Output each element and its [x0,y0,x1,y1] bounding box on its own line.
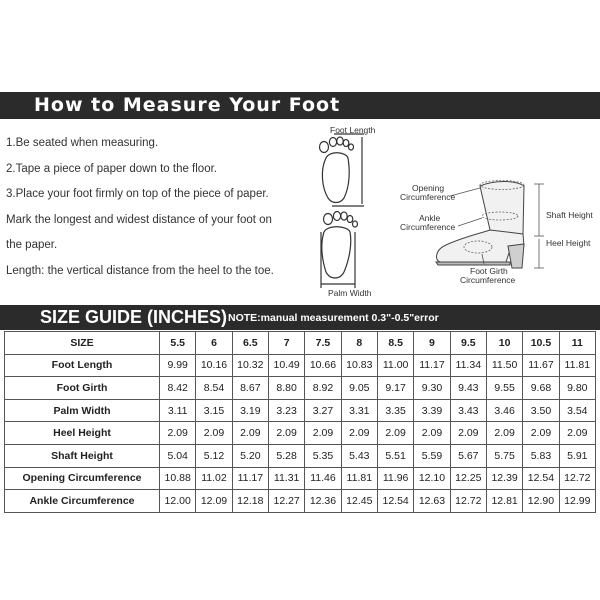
table-cell: 10.16 [196,354,232,377]
instruction-line: the paper. [6,239,58,251]
table-cell: 5.20 [232,444,268,467]
measure-banner [0,92,600,119]
size-header-cell: 10 [486,332,522,355]
size-guide-banner [0,305,600,330]
opening-label: Opening [412,183,445,193]
table-cell: 9.80 [559,377,595,400]
table-cell: 9.05 [341,377,377,400]
table-cell: 2.09 [160,422,196,445]
table-cell: 5.91 [559,444,595,467]
table-cell: 3.27 [305,399,341,422]
table-cell: 2.09 [196,422,232,445]
table-cell: 9.17 [377,377,413,400]
table-cell: 10.83 [341,354,377,377]
table-row [5,490,596,513]
row-label: Palm Width [5,399,160,422]
foot-diagram [300,120,400,300]
table-cell: 10.49 [268,354,304,377]
table-cell: 12.63 [414,490,450,513]
table-row [5,354,596,377]
table-cell: 3.23 [268,399,304,422]
size-header-cell: 7 [268,332,304,355]
size-header-cell: 8 [341,332,377,355]
table-cell: 3.31 [341,399,377,422]
table-cell: 2.09 [559,422,595,445]
foot-girth-label: Foot Girth [470,266,508,276]
row-label: Ankle Circumference [5,490,160,513]
size-header-cell: 10.5 [523,332,559,355]
size-guide-title: SIZE GUIDE (INCHES) [40,307,228,327]
table-cell: 2.09 [377,422,413,445]
table-cell: 10.88 [160,467,196,490]
table-cell: 11.81 [341,467,377,490]
size-table-body [5,354,596,512]
size-guide-note: NOTE:manual measurement 0.3"-0.5"error [228,312,439,324]
table-cell: 9.68 [523,377,559,400]
table-cell: 8.54 [196,377,232,400]
table-cell: 2.09 [414,422,450,445]
instruction-line: 2.Tape a piece of paper down to the floor. [6,162,217,175]
table-cell: 12.90 [523,490,559,513]
instruction-line: 1.Be seated when measuring. [6,137,159,149]
row-label: Foot Length [5,354,160,377]
table-cell: 12.36 [305,490,341,513]
table-cell: 5.12 [196,444,232,467]
foot-length-label: Foot Length [330,125,376,135]
table-cell: 3.35 [377,399,413,422]
table-row [5,422,596,445]
palm-width-label: Palm Width [328,288,372,298]
table-cell: 11.17 [414,354,450,377]
table-cell: 12.54 [377,490,413,513]
table-cell: 11.46 [305,467,341,490]
table-cell: 9.43 [450,377,486,400]
table-cell: 3.50 [523,399,559,422]
table-cell: 12.81 [486,490,522,513]
table-cell: 3.54 [559,399,595,422]
table-cell: 11.50 [486,354,522,377]
ankle-label: Ankle [419,213,441,223]
table-cell: 8.80 [268,377,304,400]
table-cell: 5.43 [341,444,377,467]
size-header-cell: 5.5 [160,332,196,355]
table-cell: 8.67 [232,377,268,400]
table-cell: 5.75 [486,444,522,467]
row-label: Foot Girth [5,377,160,400]
size-header-cell: 8.5 [377,332,413,355]
ankle-circumference-label: Circumference [400,222,456,232]
table-cell: 2.09 [305,422,341,445]
table-cell: 5.04 [160,444,196,467]
shaft-height-label: Shaft Height [546,210,593,220]
size-header-cell: 6 [196,332,232,355]
table-row [5,377,596,400]
instruction-line: 3.Place your foot firmly on top of the piece of paper. [6,188,269,200]
table-cell: 9.55 [486,377,522,400]
instruction-line: Mark the longest and widest distance of your foot on [6,213,272,226]
table-cell: 11.17 [232,467,268,490]
table-cell: 8.92 [305,377,341,400]
size-header-cell: 9.5 [450,332,486,355]
foot-outline-icon [300,120,400,300]
table-cell: 3.46 [486,399,522,422]
table-cell: 11.02 [196,467,232,490]
table-cell: 11.96 [377,467,413,490]
table-cell: 2.09 [523,422,559,445]
size-header-cell: 11 [559,332,595,355]
table-cell: 12.39 [486,467,522,490]
table-cell: 12.25 [450,467,486,490]
table-cell: 5.83 [523,444,559,467]
table-cell: 3.11 [160,399,196,422]
heel-height-label: Heel Height [546,238,591,248]
foot-girth-circumference-label: Circumference [460,275,516,285]
table-cell: 11.31 [268,467,304,490]
table-cell: 5.28 [268,444,304,467]
table-cell: 10.32 [232,354,268,377]
instructions [6,131,306,284]
table-cell: 12.18 [232,490,268,513]
table-cell: 3.15 [196,399,232,422]
table-cell: 3.19 [232,399,268,422]
table-cell: 11.00 [377,354,413,377]
size-header-cell: 7.5 [305,332,341,355]
table-row [5,467,596,490]
table-cell: 11.67 [523,354,559,377]
table-cell: 11.34 [450,354,486,377]
size-table [4,331,596,513]
row-label: Heel Height [5,422,160,445]
opening-circumference-label: Circumference [400,192,456,202]
boot-diagram [398,172,600,287]
table-cell: 12.00 [160,490,196,513]
table-cell: 5.67 [450,444,486,467]
table-cell: 12.72 [450,490,486,513]
table-cell: 2.09 [341,422,377,445]
table-cell: 3.43 [450,399,486,422]
table-cell: 8.42 [160,377,196,400]
table-cell: 10.66 [305,354,341,377]
size-header-row [5,332,596,355]
table-cell: 12.09 [196,490,232,513]
row-label: Opening Circumference [5,467,160,490]
size-header-cell: 9 [414,332,450,355]
measure-title: How to Measure Your Foot [34,94,341,116]
table-cell: 5.59 [414,444,450,467]
table-cell: 12.45 [341,490,377,513]
table-cell: 9.99 [160,354,196,377]
table-cell: 2.09 [450,422,486,445]
table-cell: 2.09 [232,422,268,445]
size-header-cell: 6.5 [232,332,268,355]
table-cell: 12.54 [523,467,559,490]
table-cell: 3.39 [414,399,450,422]
table-cell: 9.30 [414,377,450,400]
table-row [5,399,596,422]
table-cell: 12.27 [268,490,304,513]
row-label: Shaft Height [5,444,160,467]
table-cell: 12.72 [559,467,595,490]
table-cell: 11.81 [559,354,595,377]
instruction-line: Length: the vertical distance from the heel to the toe. [6,264,274,277]
table-cell: 2.09 [486,422,522,445]
table-cell: 12.99 [559,490,595,513]
table-cell: 5.51 [377,444,413,467]
table-cell: 2.09 [268,422,304,445]
table-row [5,444,596,467]
table-cell: 5.35 [305,444,341,467]
table-cell: 12.10 [414,467,450,490]
size-header-label: SIZE [5,332,160,355]
